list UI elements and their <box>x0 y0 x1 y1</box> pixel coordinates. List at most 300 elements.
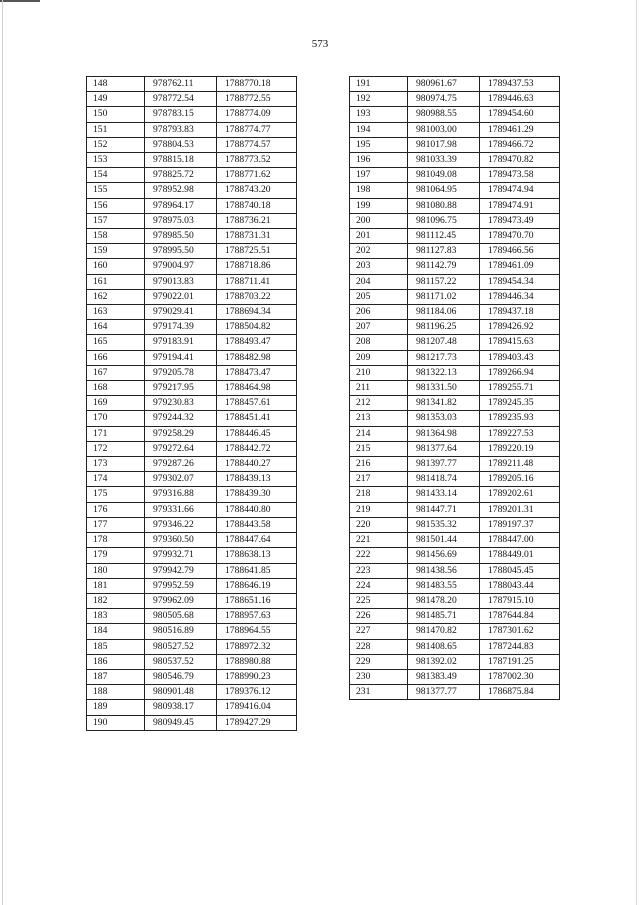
point-number-cell: 175 <box>87 487 145 502</box>
table-row <box>350 457 560 472</box>
table-row <box>87 700 297 715</box>
table-row <box>350 289 560 304</box>
table-row <box>350 548 560 563</box>
table-row <box>350 654 560 669</box>
x-coordinate-cell: 981017.98 <box>408 137 480 152</box>
point-number-cell: 156 <box>87 198 145 213</box>
point-number-cell: 165 <box>87 335 145 350</box>
table-row <box>350 517 560 532</box>
point-number-cell: 187 <box>87 669 145 684</box>
y-coordinate-cell: 1788972.32 <box>217 639 297 654</box>
x-coordinate-cell: 980516.89 <box>145 624 217 639</box>
table-row <box>350 274 560 289</box>
y-coordinate-cell: 1788439.30 <box>217 487 297 502</box>
x-coordinate-cell: 981157.22 <box>408 274 480 289</box>
table-row <box>87 609 297 624</box>
y-coordinate-cell: 1789454.34 <box>480 274 560 289</box>
x-coordinate-cell: 981433.14 <box>408 487 480 502</box>
point-number-cell: 214 <box>350 426 408 441</box>
x-coordinate-cell: 979962.09 <box>145 593 217 608</box>
x-coordinate-cell: 981033.39 <box>408 153 480 168</box>
y-coordinate-cell: 1788964.55 <box>217 624 297 639</box>
point-number-cell: 198 <box>350 183 408 198</box>
y-coordinate-cell: 1789470.82 <box>480 153 560 168</box>
y-coordinate-cell: 1788990.23 <box>217 669 297 684</box>
x-coordinate-cell: 978964.17 <box>145 198 217 213</box>
table-row <box>87 350 297 365</box>
point-number-cell: 184 <box>87 624 145 639</box>
x-coordinate-cell: 981478.20 <box>408 593 480 608</box>
point-number-cell: 230 <box>350 669 408 684</box>
y-coordinate-cell: 1788772.55 <box>217 92 297 107</box>
point-number-cell: 196 <box>350 153 408 168</box>
y-coordinate-cell: 1788725.51 <box>217 244 297 259</box>
point-number-cell: 211 <box>350 381 408 396</box>
point-number-cell: 204 <box>350 274 408 289</box>
y-coordinate-cell: 1789220.19 <box>480 441 560 456</box>
x-coordinate-cell: 981112.45 <box>408 229 480 244</box>
table-row <box>350 381 560 396</box>
x-coordinate-cell: 978995.50 <box>145 244 217 259</box>
point-number-cell: 217 <box>350 472 408 487</box>
y-coordinate-cell: 1788493.47 <box>217 335 297 350</box>
point-number-cell: 151 <box>87 122 145 137</box>
point-number-cell: 160 <box>87 259 145 274</box>
point-number-cell: 178 <box>87 533 145 548</box>
y-coordinate-cell: 1789197.37 <box>480 517 560 532</box>
point-number-cell: 174 <box>87 472 145 487</box>
point-number-cell: 190 <box>87 715 145 730</box>
coordinates-table-left <box>86 76 297 731</box>
point-number-cell: 182 <box>87 593 145 608</box>
x-coordinate-cell: 981377.64 <box>408 441 480 456</box>
table-row <box>350 259 560 274</box>
x-coordinate-cell: 981196.25 <box>408 320 480 335</box>
y-coordinate-cell: 1788774.77 <box>217 122 297 137</box>
table-row <box>350 624 560 639</box>
x-coordinate-cell: 979942.79 <box>145 563 217 578</box>
x-coordinate-cell: 980938.17 <box>145 700 217 715</box>
x-coordinate-cell: 980527.52 <box>145 639 217 654</box>
x-coordinate-cell: 979194.41 <box>145 350 217 365</box>
y-coordinate-cell: 1788711.41 <box>217 274 297 289</box>
table-row <box>350 502 560 517</box>
table-row <box>87 563 297 578</box>
x-coordinate-cell: 981418.74 <box>408 472 480 487</box>
table-row <box>87 502 297 517</box>
table-row <box>350 426 560 441</box>
x-coordinate-cell: 978772.54 <box>145 92 217 107</box>
point-number-cell: 207 <box>350 320 408 335</box>
point-number-cell: 192 <box>350 92 408 107</box>
point-number-cell: 201 <box>350 229 408 244</box>
x-coordinate-cell: 981331.50 <box>408 381 480 396</box>
table-row <box>87 274 297 289</box>
table-row <box>350 213 560 228</box>
table-row <box>350 487 560 502</box>
y-coordinate-cell: 1788771.62 <box>217 168 297 183</box>
point-number-cell: 161 <box>87 274 145 289</box>
table-row <box>350 533 560 548</box>
x-coordinate-cell: 979217.95 <box>145 381 217 396</box>
table-row <box>87 578 297 593</box>
table-row <box>350 396 560 411</box>
point-number-cell: 200 <box>350 213 408 228</box>
table-row <box>87 669 297 684</box>
point-number-cell: 180 <box>87 563 145 578</box>
point-number-cell: 163 <box>87 305 145 320</box>
y-coordinate-cell: 1789461.29 <box>480 122 560 137</box>
point-number-cell: 226 <box>350 609 408 624</box>
point-number-cell: 177 <box>87 517 145 532</box>
x-coordinate-cell: 978762.11 <box>145 77 217 92</box>
y-coordinate-cell: 1789376.12 <box>217 685 297 700</box>
point-number-cell: 228 <box>350 639 408 654</box>
point-number-cell: 213 <box>350 411 408 426</box>
x-coordinate-cell: 981217.73 <box>408 350 480 365</box>
table-row <box>87 335 297 350</box>
y-coordinate-cell: 1787191.25 <box>480 654 560 669</box>
table-row <box>350 77 560 92</box>
x-coordinate-cell: 979287.26 <box>145 457 217 472</box>
y-coordinate-cell: 1788442.72 <box>217 441 297 456</box>
point-number-cell: 222 <box>350 548 408 563</box>
scan-edge-left <box>2 0 3 905</box>
table-row <box>350 92 560 107</box>
point-number-cell: 158 <box>87 229 145 244</box>
y-coordinate-cell: 1788439.13 <box>217 472 297 487</box>
y-coordinate-cell: 1788446.45 <box>217 426 297 441</box>
x-coordinate-cell: 981341.82 <box>408 396 480 411</box>
table-row <box>87 153 297 168</box>
y-coordinate-cell: 1789227.53 <box>480 426 560 441</box>
y-coordinate-cell: 1788773.52 <box>217 153 297 168</box>
point-number-cell: 149 <box>87 92 145 107</box>
x-coordinate-cell: 981127.83 <box>408 244 480 259</box>
x-coordinate-cell: 980961.67 <box>408 77 480 92</box>
y-coordinate-cell: 1788774.57 <box>217 137 297 152</box>
x-coordinate-cell: 979183.91 <box>145 335 217 350</box>
point-number-cell: 188 <box>87 685 145 700</box>
x-coordinate-cell: 978985.50 <box>145 229 217 244</box>
y-coordinate-cell: 1787002.30 <box>480 669 560 684</box>
y-coordinate-cell: 1789403.43 <box>480 350 560 365</box>
table-row <box>87 411 297 426</box>
x-coordinate-cell: 979004.97 <box>145 259 217 274</box>
table-row <box>350 320 560 335</box>
x-coordinate-cell: 980546.79 <box>145 669 217 684</box>
y-coordinate-cell: 1789470.70 <box>480 229 560 244</box>
table-row <box>350 229 560 244</box>
table-row <box>87 213 297 228</box>
table-row <box>87 639 297 654</box>
y-coordinate-cell: 1788743.20 <box>217 183 297 198</box>
scan-edge-right <box>636 0 637 905</box>
x-coordinate-cell: 979205.78 <box>145 365 217 380</box>
table-row <box>350 183 560 198</box>
x-coordinate-cell: 981353.03 <box>408 411 480 426</box>
table-row <box>87 365 297 380</box>
table-row <box>350 639 560 654</box>
x-coordinate-cell: 979316.88 <box>145 487 217 502</box>
point-number-cell: 152 <box>87 137 145 152</box>
point-number-cell: 186 <box>87 654 145 669</box>
table-row <box>87 624 297 639</box>
x-coordinate-cell: 981003.00 <box>408 122 480 137</box>
table-row <box>350 593 560 608</box>
x-coordinate-cell: 981501.44 <box>408 533 480 548</box>
point-number-cell: 231 <box>350 685 408 700</box>
y-coordinate-cell: 1789474.91 <box>480 198 560 213</box>
table-row <box>87 183 297 198</box>
x-coordinate-cell: 979932.71 <box>145 548 217 563</box>
y-coordinate-cell: 1788482.98 <box>217 350 297 365</box>
coordinates-table-right <box>349 76 560 700</box>
point-number-cell: 183 <box>87 609 145 624</box>
table-row <box>87 244 297 259</box>
table-row <box>87 259 297 274</box>
table-row <box>87 654 297 669</box>
table-row <box>350 563 560 578</box>
point-number-cell: 223 <box>350 563 408 578</box>
y-coordinate-cell: 1787301.62 <box>480 624 560 639</box>
point-number-cell: 199 <box>350 198 408 213</box>
x-coordinate-cell: 979244.32 <box>145 411 217 426</box>
point-number-cell: 218 <box>350 487 408 502</box>
x-coordinate-cell: 980901.48 <box>145 685 217 700</box>
y-coordinate-cell: 1788646.19 <box>217 578 297 593</box>
table-row <box>350 305 560 320</box>
point-number-cell: 229 <box>350 654 408 669</box>
point-number-cell: 154 <box>87 168 145 183</box>
x-coordinate-cell: 979230.83 <box>145 396 217 411</box>
y-coordinate-cell: 1788740.18 <box>217 198 297 213</box>
y-coordinate-cell: 1789446.34 <box>480 289 560 304</box>
table-row <box>87 548 297 563</box>
y-coordinate-cell: 1788638.13 <box>217 548 297 563</box>
y-coordinate-cell: 1788774.09 <box>217 107 297 122</box>
point-number-cell: 212 <box>350 396 408 411</box>
point-number-cell: 219 <box>350 502 408 517</box>
x-coordinate-cell: 981456.69 <box>408 548 480 563</box>
point-number-cell: 205 <box>350 289 408 304</box>
y-coordinate-cell: 1788731.31 <box>217 229 297 244</box>
point-number-cell: 203 <box>350 259 408 274</box>
y-coordinate-cell: 1787644.84 <box>480 609 560 624</box>
y-coordinate-cell: 1789461.09 <box>480 259 560 274</box>
point-number-cell: 164 <box>87 320 145 335</box>
y-coordinate-cell: 1788957.63 <box>217 609 297 624</box>
point-number-cell: 170 <box>87 411 145 426</box>
x-coordinate-cell: 979952.59 <box>145 578 217 593</box>
table-row <box>350 350 560 365</box>
y-coordinate-cell: 1788457.61 <box>217 396 297 411</box>
y-coordinate-cell: 1788651.16 <box>217 593 297 608</box>
x-coordinate-cell: 979272.64 <box>145 441 217 456</box>
x-coordinate-cell: 980988.55 <box>408 107 480 122</box>
x-coordinate-cell: 981207.48 <box>408 335 480 350</box>
table-row <box>87 289 297 304</box>
point-number-cell: 221 <box>350 533 408 548</box>
table-row <box>87 122 297 137</box>
y-coordinate-cell: 1789466.72 <box>480 137 560 152</box>
y-coordinate-cell: 1789427.29 <box>217 715 297 730</box>
point-number-cell: 189 <box>87 700 145 715</box>
point-number-cell: 162 <box>87 289 145 304</box>
point-number-cell: 220 <box>350 517 408 532</box>
y-coordinate-cell: 1789426.92 <box>480 320 560 335</box>
y-coordinate-cell: 1789437.18 <box>480 305 560 320</box>
x-coordinate-cell: 979302.07 <box>145 472 217 487</box>
point-number-cell: 202 <box>350 244 408 259</box>
x-coordinate-cell: 979029.41 <box>145 305 217 320</box>
x-coordinate-cell: 981080.88 <box>408 198 480 213</box>
table-row <box>87 107 297 122</box>
point-number-cell: 157 <box>87 213 145 228</box>
x-coordinate-cell: 979258.29 <box>145 426 217 441</box>
point-number-cell: 197 <box>350 168 408 183</box>
y-coordinate-cell: 1789454.60 <box>480 107 560 122</box>
y-coordinate-cell: 1789415.63 <box>480 335 560 350</box>
point-number-cell: 153 <box>87 153 145 168</box>
x-coordinate-cell: 981171.02 <box>408 289 480 304</box>
point-number-cell: 159 <box>87 244 145 259</box>
table-row <box>350 411 560 426</box>
point-number-cell: 181 <box>87 578 145 593</box>
point-number-cell: 193 <box>350 107 408 122</box>
x-coordinate-cell: 981438.56 <box>408 563 480 578</box>
table-row <box>87 137 297 152</box>
x-coordinate-cell: 981377.77 <box>408 685 480 700</box>
y-coordinate-cell: 1789266.94 <box>480 365 560 380</box>
table-row <box>350 441 560 456</box>
x-coordinate-cell: 978804.53 <box>145 137 217 152</box>
table-row <box>87 168 297 183</box>
x-coordinate-cell: 978783.15 <box>145 107 217 122</box>
y-coordinate-cell: 1788694.34 <box>217 305 297 320</box>
point-number-cell: 155 <box>87 183 145 198</box>
point-number-cell: 225 <box>350 593 408 608</box>
point-number-cell: 167 <box>87 365 145 380</box>
point-number-cell: 191 <box>350 77 408 92</box>
table-row <box>87 426 297 441</box>
x-coordinate-cell: 978975.03 <box>145 213 217 228</box>
point-number-cell: 176 <box>87 502 145 517</box>
x-coordinate-cell: 978815.18 <box>145 153 217 168</box>
x-coordinate-cell: 981096.75 <box>408 213 480 228</box>
y-coordinate-cell: 1787244.83 <box>480 639 560 654</box>
point-number-cell: 168 <box>87 381 145 396</box>
table-row <box>350 335 560 350</box>
table-row <box>87 517 297 532</box>
page-number: 573 <box>311 38 329 50</box>
x-coordinate-cell: 979022.01 <box>145 289 217 304</box>
point-number-cell: 150 <box>87 107 145 122</box>
point-number-cell: 216 <box>350 457 408 472</box>
point-number-cell: 171 <box>87 426 145 441</box>
x-coordinate-cell: 981408.65 <box>408 639 480 654</box>
x-coordinate-cell: 979331.66 <box>145 502 217 517</box>
x-coordinate-cell: 981392.02 <box>408 654 480 669</box>
y-coordinate-cell: 1788770.18 <box>217 77 297 92</box>
table-row <box>87 381 297 396</box>
point-number-cell: 172 <box>87 441 145 456</box>
y-coordinate-cell: 1788736.21 <box>217 213 297 228</box>
point-number-cell: 194 <box>350 122 408 137</box>
table-row <box>350 198 560 213</box>
table-row <box>87 715 297 730</box>
x-coordinate-cell: 981184.06 <box>408 305 480 320</box>
y-coordinate-cell: 1786875.84 <box>480 685 560 700</box>
y-coordinate-cell: 1788440.80 <box>217 502 297 517</box>
x-coordinate-cell: 980505.68 <box>145 609 217 624</box>
table-row <box>350 365 560 380</box>
point-number-cell: 148 <box>87 77 145 92</box>
y-coordinate-cell: 1788641.85 <box>217 563 297 578</box>
x-coordinate-cell: 981049.08 <box>408 168 480 183</box>
y-coordinate-cell: 1788043.44 <box>480 578 560 593</box>
table-row <box>87 533 297 548</box>
table-row <box>87 593 297 608</box>
table-row <box>350 153 560 168</box>
x-coordinate-cell: 981397.77 <box>408 457 480 472</box>
y-coordinate-cell: 1787915.10 <box>480 593 560 608</box>
table-row <box>87 441 297 456</box>
y-coordinate-cell: 1788045.45 <box>480 563 560 578</box>
point-number-cell: 173 <box>87 457 145 472</box>
y-coordinate-cell: 1789474.94 <box>480 183 560 198</box>
y-coordinate-cell: 1789446.63 <box>480 92 560 107</box>
table-row <box>350 107 560 122</box>
table-row <box>87 396 297 411</box>
x-coordinate-cell: 981470.82 <box>408 624 480 639</box>
y-coordinate-cell: 1789473.49 <box>480 213 560 228</box>
point-number-cell: 224 <box>350 578 408 593</box>
table-row <box>87 92 297 107</box>
scan-edge-mark <box>0 0 40 2</box>
table-row <box>87 472 297 487</box>
x-coordinate-cell: 981142.79 <box>408 259 480 274</box>
y-coordinate-cell: 1789466.56 <box>480 244 560 259</box>
x-coordinate-cell: 980949.45 <box>145 715 217 730</box>
y-coordinate-cell: 1788440.27 <box>217 457 297 472</box>
table-row <box>350 137 560 152</box>
table-row <box>350 609 560 624</box>
y-coordinate-cell: 1788473.47 <box>217 365 297 380</box>
table-row <box>350 168 560 183</box>
table-row <box>87 320 297 335</box>
point-number-cell: 209 <box>350 350 408 365</box>
y-coordinate-cell: 1788703.22 <box>217 289 297 304</box>
point-number-cell: 227 <box>350 624 408 639</box>
point-number-cell: 185 <box>87 639 145 654</box>
y-coordinate-cell: 1788447.00 <box>480 533 560 548</box>
y-coordinate-cell: 1788980.88 <box>217 654 297 669</box>
x-coordinate-cell: 978952.98 <box>145 183 217 198</box>
y-coordinate-cell: 1789416.04 <box>217 700 297 715</box>
point-number-cell: 206 <box>350 305 408 320</box>
table-row <box>350 578 560 593</box>
x-coordinate-cell: 981447.71 <box>408 502 480 517</box>
point-number-cell: 208 <box>350 335 408 350</box>
y-coordinate-cell: 1789205.16 <box>480 472 560 487</box>
table-row <box>87 198 297 213</box>
x-coordinate-cell: 979360.50 <box>145 533 217 548</box>
x-coordinate-cell: 981322.13 <box>408 365 480 380</box>
x-coordinate-cell: 979013.83 <box>145 274 217 289</box>
table-row <box>87 487 297 502</box>
y-coordinate-cell: 1789473.58 <box>480 168 560 183</box>
